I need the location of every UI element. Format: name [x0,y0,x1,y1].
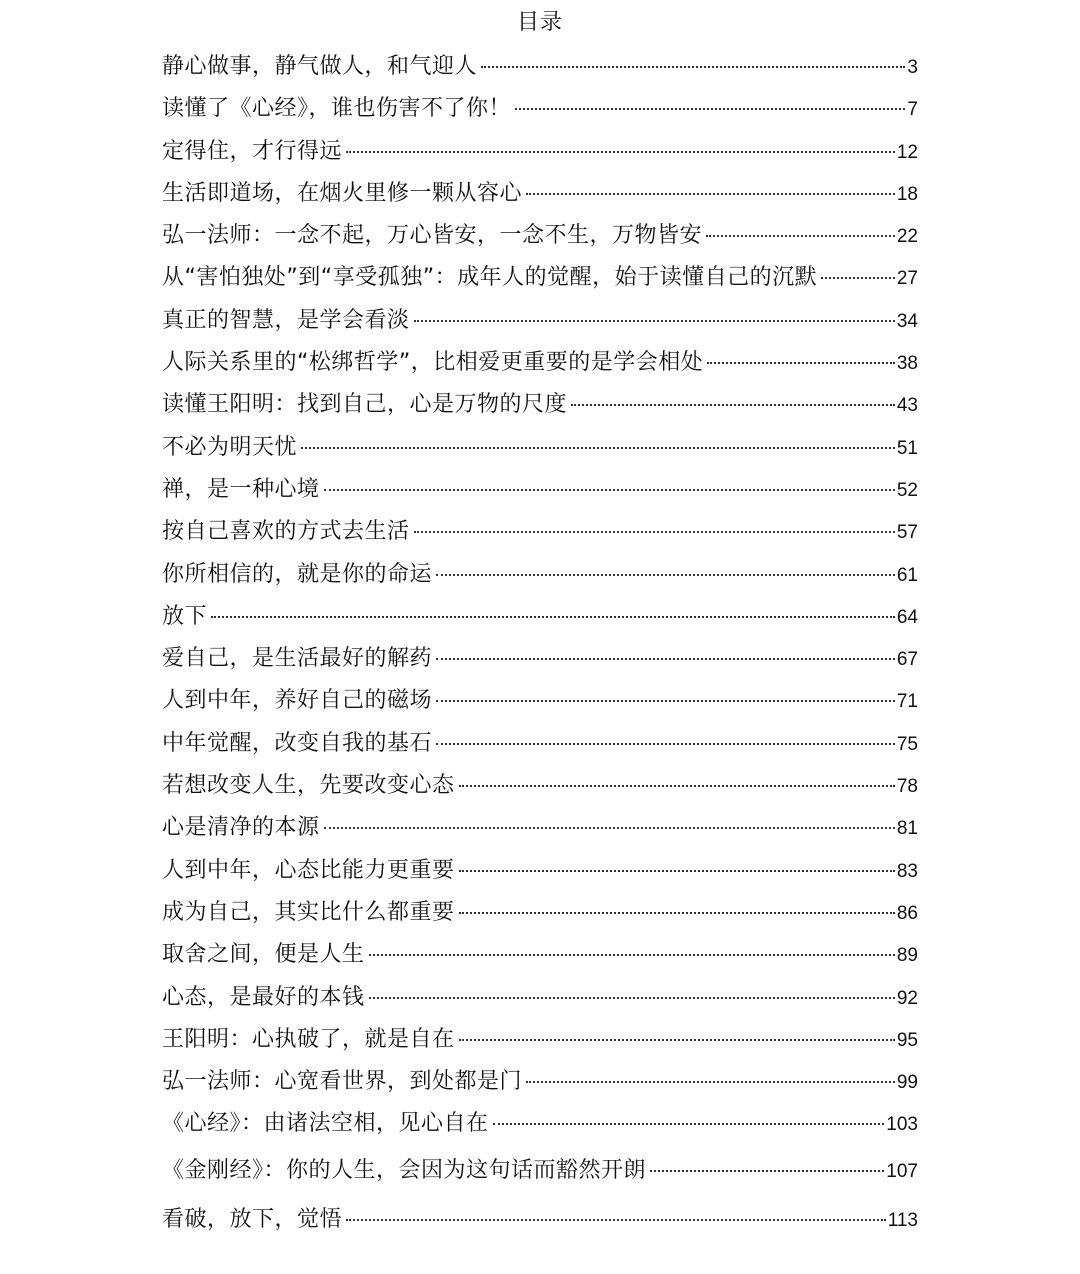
toc-entry-page-number: 89 [896,945,918,967]
toc-entry-title: 从“害怕独处”到“享受孤独”：成年人的觉醒，始于读懂自己的沉默 [162,265,818,291]
toc-entry[interactable] [162,1061,918,1103]
dot-leader [526,193,895,195]
toc-title: 目录 [516,10,563,35]
dot-leader [369,997,895,999]
toc-entry-title: 人到中年，养好自己的磁场 [162,688,433,714]
toc-entry[interactable] [162,892,918,934]
toc-entry-title: 王阳明：心执破了，就是自在 [162,1026,455,1052]
toc-entry[interactable] [162,257,918,299]
toc-entry-page-number: 7 [907,99,918,121]
toc-entry-page-number: 78 [896,776,918,798]
toc-entry[interactable] [162,342,918,384]
toc-entry-title: 禅，是一种心境 [162,476,320,502]
toc-entry-title: 静心做事，静气做人，和气迎人 [162,54,478,79]
dot-leader [515,108,905,110]
toc-entry-title: 按自己喜欢的方式去生活 [162,519,410,545]
toc-entry-page-number: 95 [896,1029,918,1051]
toc-entry[interactable] [162,680,918,722]
dot-leader [707,362,895,364]
toc-entry[interactable] [162,807,918,849]
dot-leader [821,277,895,279]
toc-entry[interactable] [162,384,918,426]
toc-entry[interactable] [162,427,918,469]
toc-entry-title: 看破，放下，觉悟 [162,1206,343,1232]
toc-entry-page-number: 64 [896,606,918,628]
toc-entry-title: 爱自己，是生活最好的解药 [162,646,433,672]
toc-entry-title: 你所相信的，就是你的命运 [162,561,433,587]
dot-leader [346,151,895,153]
toc-entry-page-number: 86 [896,902,918,924]
dot-leader [211,616,895,618]
toc-entry-page-number: 34 [896,310,918,332]
toc-entry[interactable] [162,850,918,892]
dot-leader [436,700,895,702]
toc-entry[interactable] [162,638,918,680]
dot-leader [436,743,895,745]
toc-entry[interactable] [162,46,918,88]
dot-leader [481,66,905,68]
toc-entry-page-number: 67 [896,649,918,671]
dot-leader [459,912,895,914]
toc-entry-title: 读懂了《心经》，谁也伤害不了你！ [162,96,512,122]
toc-entry-page-number: 52 [896,479,918,501]
toc-entry-page-number: 61 [896,564,918,586]
toc-entry-page-number: 27 [896,268,918,290]
toc-entry-title: 弘一法师：心宽看世界，到处都是门 [162,1069,523,1095]
toc-entry-page-number: 103 [886,1114,918,1136]
toc-entry-page-number: 12 [896,141,918,163]
dot-leader [526,1081,895,1083]
toc-entry-title: 心是清净的本源 [162,815,320,841]
dot-leader [414,531,895,533]
toc-entry-page-number: 51 [896,437,918,459]
toc-entry-title: 心态，是最好的本钱 [162,984,365,1010]
toc-entry-page-number: 75 [896,733,918,755]
toc-entry[interactable] [162,934,918,976]
toc-entry-title: 成为自己，其实比什么都重要 [162,899,455,925]
toc-entry[interactable] [162,173,918,215]
toc-entry-page-number: 83 [896,860,918,882]
toc-entry-title: 取舍之间，便是人生 [162,942,365,968]
toc-entry-title: 《心经》：由诸法空相，见心自在 [162,1111,489,1137]
toc-entry[interactable] [162,1146,918,1195]
toc-entry-page-number: 81 [896,818,918,840]
toc-entry[interactable] [162,1103,918,1145]
dot-leader [324,827,895,829]
toc-entry[interactable] [162,554,918,596]
dot-leader [459,870,895,872]
toc-entry-title: 放下 [162,603,208,629]
toc-entry-page-number: 99 [896,1072,918,1094]
toc-entry[interactable] [162,765,918,807]
dot-leader [706,235,895,237]
toc-entry-title: 《金刚经》：你的人生，会因为这句话而豁然开朗 [162,1157,647,1183]
toc-entry-title: 人际关系里的“松绑哲学”，比相爱更重要的是学会相处 [162,350,704,376]
toc-entry[interactable] [162,300,918,342]
toc-entry-title: 中年觉醒，改变自我的基石 [162,730,433,756]
toc-entry[interactable] [162,1195,918,1244]
toc-entry-page-number: 3 [907,57,918,78]
dot-leader [436,658,895,660]
dot-leader [459,1039,895,1041]
toc-entry-page-number: 113 [887,1209,918,1231]
toc-entry-page-number: 92 [896,987,918,1009]
dot-leader [301,447,895,449]
toc-entry[interactable] [162,977,918,1019]
dot-leader [459,785,895,787]
toc-entry[interactable] [162,1019,918,1061]
toc-entry-page-number: 18 [896,183,918,205]
toc-entry-page-number: 43 [896,395,918,417]
toc-entry[interactable] [162,131,918,173]
toc-entry-title: 读懂王阳明：找到自己，心是万物的尺度 [162,392,568,418]
toc-list [162,46,918,1244]
toc-entry-page-number: 71 [896,691,918,713]
toc-entry[interactable] [162,596,918,638]
dot-leader [324,489,895,491]
toc-entry[interactable] [162,511,918,553]
dot-leader [436,574,895,576]
toc-entry-page-number: 57 [896,522,918,544]
toc-entry[interactable] [162,723,918,765]
toc-entry-title: 定得住，才行得远 [162,138,343,164]
toc-entry[interactable] [162,469,918,511]
toc-entry-page-number: 107 [886,1160,918,1182]
toc-entry[interactable] [162,88,918,130]
toc-entry-title: 人到中年，心态比能力更重要 [162,857,455,883]
dot-leader [369,954,895,956]
toc-entry[interactable] [162,215,918,257]
dot-leader [571,404,895,406]
dot-leader [493,1123,885,1125]
toc-entry-page-number: 38 [896,353,918,375]
toc-entry-title: 若想改变人生，先要改变心态 [162,773,455,799]
toc-entry-title: 真正的智慧，是学会看淡 [162,307,410,333]
dot-leader [650,1170,884,1172]
toc-entry-title: 不必为明天忧 [162,434,298,460]
toc-entry-title: 弘一法师：一念不起，万心皆安，一念不生，万物皆安 [162,223,703,249]
toc-entry-title: 生活即道场，在烟火里修一颗从容心 [162,180,523,206]
dot-leader [346,1219,886,1221]
dot-leader [414,320,895,322]
toc-entry-page-number: 22 [896,226,918,248]
